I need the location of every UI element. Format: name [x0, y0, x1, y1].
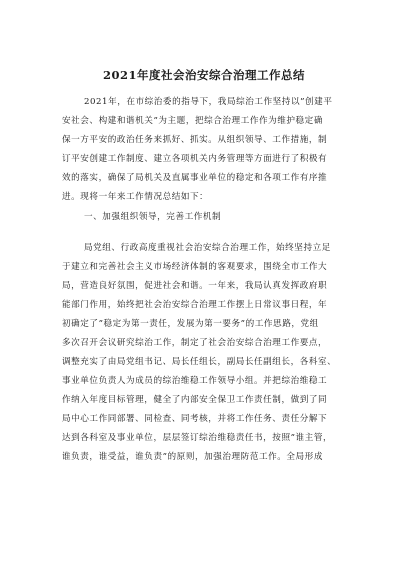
paragraph-line: 于建立和完善社会主义市场经济体制的客观要求，围绕全市工作大 — [62, 262, 328, 272]
paragraph-line: 进。现将一年来工作情况总结如下： — [62, 192, 209, 202]
paragraph-line: 能部门作用，始终把社会治安综合治理工作摆上日常议事日程，年 — [62, 300, 328, 310]
paragraph-line: 达到各科室及事业单位，层层签订综治维稳责任书，按照”谁主管， — [62, 433, 333, 443]
paragraph-line: 谁负责，谁受益，谁负责”的原则，加强治理防范工作。全局形成 — [62, 452, 323, 462]
paragraph-line: 多次召开会议研究综治工作，制定了社会治安综合治理工作要点， — [62, 338, 328, 348]
paragraph-line: 订平安创建工作制度、建立各项机关内务管理等方面进行了积极有 — [62, 154, 328, 164]
paragraph-line: 作纳入年度目标管理，健全了内部安全保卫工作责任制，做到了同 — [62, 395, 328, 405]
paragraph-line: 保一方平安的政治任务来抓好、抓实。从组织领导、工作措施，制 — [62, 135, 328, 145]
paragraph-line: 事业单位负责人为成员的综治维稳工作领导小组。并把综治维稳工 — [62, 376, 328, 386]
section-heading: 一、加强组织领导，完善工作机制 — [84, 212, 222, 222]
paragraph-line: 效的落实，确保了局机关及直属事业单位的稳定和各项工作有序推 — [62, 173, 328, 183]
paragraph-line: 2021年，在市综治委的指导下，我局综治工作坚持以”创建平 — [84, 97, 333, 107]
paragraph-line: 初确定了”稳定为第一责任，发展为第一要务”的工作思路，党组 — [62, 319, 319, 329]
paragraph-line: 调整充实了由局党组书记、局长任组长，副局长任副组长，各科室、 — [62, 357, 337, 367]
paragraph-line: 局党组、行政高度重视社会治安综合治理工作，始终坚持立足 — [84, 243, 331, 253]
paragraph-line: 安社会、构建和谐机关”为主题，把综合治理工作作为维护稳定确 — [62, 116, 323, 126]
paragraph-line: 局，营造良好氛围，促进社会和谐。一年来，我局认真发挥政府职 — [62, 281, 328, 291]
paragraph-line: 局中心工作同部署、同检查、同考核，并将工作任务、责任分解下 — [62, 414, 328, 424]
document-title: 2021年度社会治安综合治理工作总结 — [102, 68, 305, 82]
